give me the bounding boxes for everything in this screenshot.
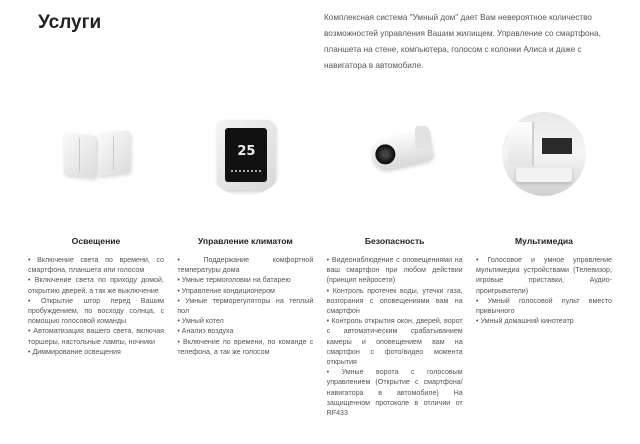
- list-item: • Умные ворота с голосовым управлением (Открытие с смартфона/навигатора в автомобиле) На защищенном протоколе в отличии от RF433: [326, 368, 463, 418]
- bullet-list: [28, 255, 164, 357]
- list-item: • Умный домашний кинотеатр: [475, 317, 574, 326]
- service-card-lighting: [28, 112, 164, 418]
- list-item: • Контроль открытия окон, дверей, ворот с автоматическим срабатыванием камеры и оповещением вам на смартфон с фото/видео момента открытия: [326, 317, 463, 367]
- list-item: • Видеонаблюдение с оповещениями на ваш смартфон при любом действии (принцип нейросети): [326, 256, 463, 285]
- card-title: Мультимедиа: [515, 236, 573, 246]
- list-item: • Голосовое и умное управление мультимедиа устройствами (Телевизор, игровые приставки, Аудио-проигрыватели): [475, 256, 612, 295]
- service-card-climate: [177, 112, 313, 418]
- living-room-icon: [502, 112, 586, 196]
- list-item: • Умные термоголовки на батарею: [177, 276, 291, 285]
- list-item: • Умные терморегуляторы на теплый пол: [177, 296, 314, 316]
- list-item: • Включение по времени, по команде с телефона, а так же голосом: [177, 337, 314, 356]
- card-title: Освещение: [71, 236, 121, 246]
- list-item: • Управление кондиционером: [177, 286, 275, 295]
- security-camera-icon: [353, 112, 437, 196]
- list-item: • Открытие штор перед Вашим пробуждением, по восходу солнца, с помощью голосовой команды: [28, 296, 164, 326]
- intro-text: Комплексная система "Умный дом" дает Вам невероятное количество возможностей управления Вашим жилищем. Управление со смартфона, планшета на стене, компьютера, голосом с колонки Алиса и даже с навигатора в автомобиле.: [324, 13, 601, 70]
- list-item: • Анализ воздуха: [177, 327, 234, 336]
- list-item: • Диммирование освещения: [28, 347, 121, 356]
- service-card-security: [327, 112, 463, 418]
- bullet-list: [327, 255, 463, 418]
- page-title: Услуги: [38, 12, 102, 33]
- card-title: Безопасность: [364, 236, 425, 246]
- list-item: • Автоматизация вашего света, включая торшеры, настольные лампы, ночники: [28, 327, 164, 346]
- services-grid: [28, 112, 612, 418]
- card-title: Управление климатом: [197, 236, 293, 246]
- list-item: • Поддержание комфортной температуры дома: [177, 256, 314, 275]
- list-item: • Включение света по времени, со смартфона, планшета или голосом: [28, 256, 164, 275]
- list-item: • Умный котел: [177, 317, 224, 326]
- thermostat-icon: 25: [203, 112, 287, 196]
- light-switch-icon: [54, 112, 138, 196]
- list-item: • Контроль протечек воды, утечки газа, возгорания с оповещениями вам на смартфон: [326, 286, 463, 316]
- list-item: • Умный голосовой пульт вместо привычного: [475, 296, 612, 316]
- service-card-multimedia: [476, 112, 612, 418]
- bullet-list: [476, 255, 612, 326]
- list-item: • Включение света по приходу домой, открытию дверей, а так же выключение: [28, 276, 164, 295]
- bullet-list: [177, 255, 313, 357]
